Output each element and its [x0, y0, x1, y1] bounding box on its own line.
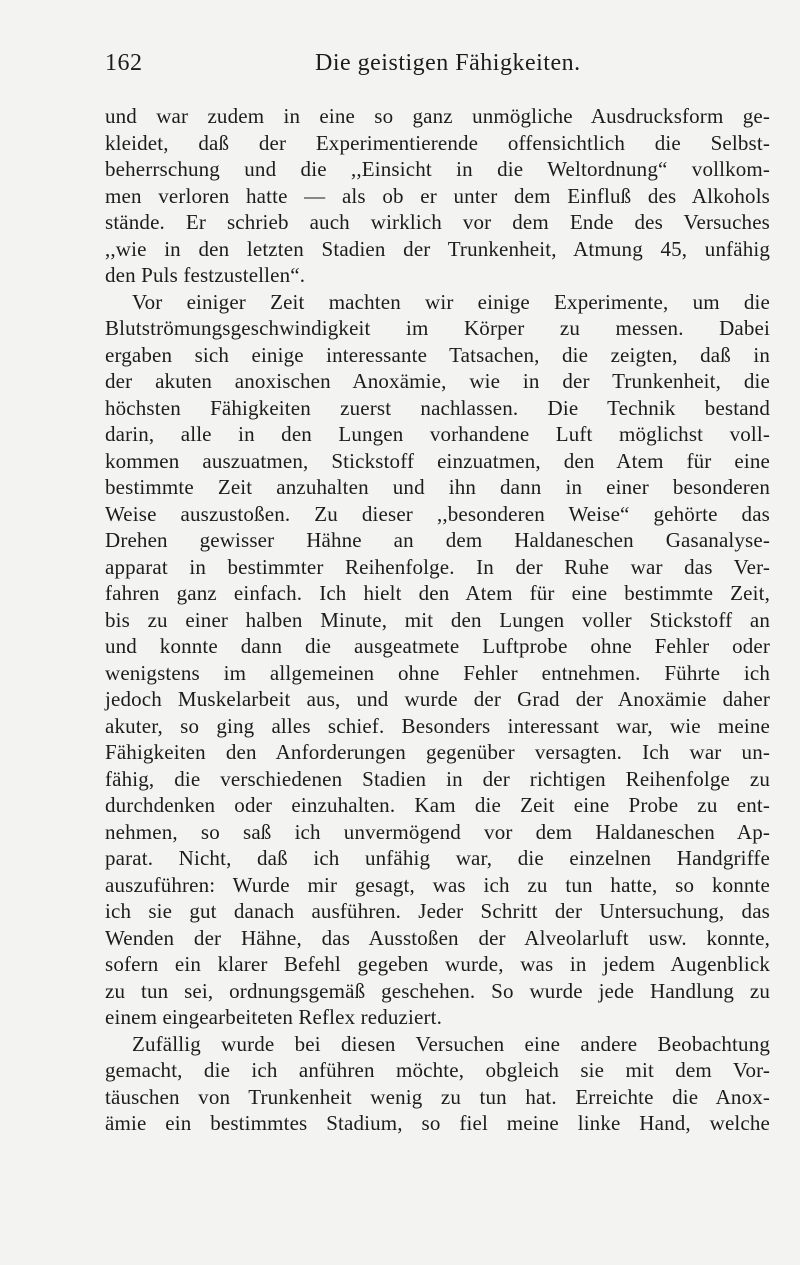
- text-line: apparat in bestimmter Reihenfolge. In der Ruhe war das Ver-: [105, 554, 770, 579]
- text-line: durchdenken oder einzuhalten. Kam die Zeit eine Probe zu ent-: [105, 793, 770, 817]
- text-line: Fähigkeiten den Anforderungen gegenüber versagten. Ich war un-: [105, 740, 770, 764]
- text-line: fahren ganz einfach. Ich hielt den Atem für eine bestimmte Zeit,: [105, 581, 770, 605]
- text-line: darin, alle in den Lungen vorhandene Luft möglichst voll-: [105, 422, 770, 446]
- text-line: beherrschung und die ,,Einsicht in die Weltordnung“ vollkom-: [105, 157, 770, 181]
- text-line: kleidet, daß der Experimentierende offensichtlich die Selbst-: [105, 130, 770, 155]
- running-head: Die geistigen Fähigkeiten.: [315, 50, 581, 76]
- text-line: parat. Nicht, daß ich unfähig war, die einzelnen Handgriffe: [105, 846, 770, 870]
- text-line: akuter, so ging alles schief. Besonders interessant war, wie meine: [105, 713, 770, 738]
- text-line: Wenden der Hähne, das Ausstoßen der Alveolarluft usw. konnte,: [105, 925, 770, 950]
- text-line: ämie ein bestimmtes Stadium, so fiel meine linke Hand, welche: [105, 1111, 770, 1135]
- text-line: wenigstens im allgemeinen ohne Fehler entnehmen. Führte ich: [105, 660, 770, 685]
- text-line: Vor einiger Zeit machten wir einige Experimente, um die: [132, 289, 770, 314]
- page-header: [105, 50, 770, 90]
- text-line: bis zu einer halben Minute, mit den Lungen voller Stickstoff an: [105, 607, 770, 632]
- text-line: und konnte dann die ausgeatmete Luftprobe ohne Fehler oder: [105, 634, 770, 658]
- body-text: [105, 103, 770, 1137]
- text-line: Blutströmungsgeschwindigkeit im Körper zu messen. Dabei: [105, 316, 770, 340]
- text-line: fähig, die verschiedenen Stadien in der richtigen Reihenfolge zu: [105, 766, 770, 791]
- text-line: einem eingearbeiteten Reflex reduziert.: [105, 1005, 443, 1029]
- text-line: sofern ein klarer Befehl gegeben wurde, was in jedem Augenblick: [105, 952, 770, 976]
- text-line: bestimmte Zeit anzuhalten und ihn dann in einer besonderen: [105, 475, 770, 499]
- text-line: und war zudem in eine so ganz unmögliche Ausdrucksform ge-: [105, 104, 770, 128]
- text-line: men verloren hatte — als ob er unter dem Einfluß des Alkohols: [105, 183, 770, 208]
- text-line: ich sie gut danach ausführen. Jeder Schritt der Untersuchung, das: [105, 899, 770, 923]
- page-number: 162: [105, 50, 143, 76]
- text-line: gemacht, die ich anführen möchte, obgleich sie mit dem Vor-: [105, 1058, 770, 1082]
- text-line: Weise auszustoßen. Zu dieser ,,besonderen Weise“ gehörte das: [105, 501, 770, 526]
- text-line: stände. Er schrieb auch wirklich vor dem Ende des Versuches: [105, 210, 770, 234]
- text-line: Zufällig wurde bei diesen Versuchen eine andere Beobachtung: [132, 1031, 770, 1056]
- text-line: nehmen, so saß ich unvermögend vor dem Haldaneschen Ap-: [105, 819, 770, 844]
- text-line: der akuten anoxischen Anoxämie, wie in der Trunkenheit, die: [105, 369, 770, 393]
- text-line: höchsten Fähigkeiten zuerst nachlassen. Die Technik bestand: [105, 395, 770, 420]
- text-line: täuschen von Trunkenheit wenig zu tun hat. Erreichte die Anox-: [105, 1084, 770, 1109]
- text-line: zu tun sei, ordnungsgemäß geschehen. So wurde jede Handlung zu: [105, 978, 770, 1003]
- text-line: auszuführen: Wurde mir gesagt, was ich zu tun hatte, so konnte: [105, 872, 770, 897]
- text-line: ergaben sich einige interessante Tatsachen, die zeigten, daß in: [105, 342, 770, 367]
- text-line: kommen auszuatmen, Stickstoff einzuatmen, den Atem für eine: [105, 448, 770, 473]
- text-line: Drehen gewisser Hähne an dem Haldaneschen Gasanalyse-: [105, 528, 770, 552]
- text-line: jedoch Muskelarbeit aus, und wurde der Grad der Anoxämie daher: [105, 687, 770, 711]
- text-line: den Puls festzustellen“.: [105, 263, 306, 287]
- text-line: ,,wie in den letzten Stadien der Trunkenheit, Atmung 45, unfähig: [105, 236, 770, 261]
